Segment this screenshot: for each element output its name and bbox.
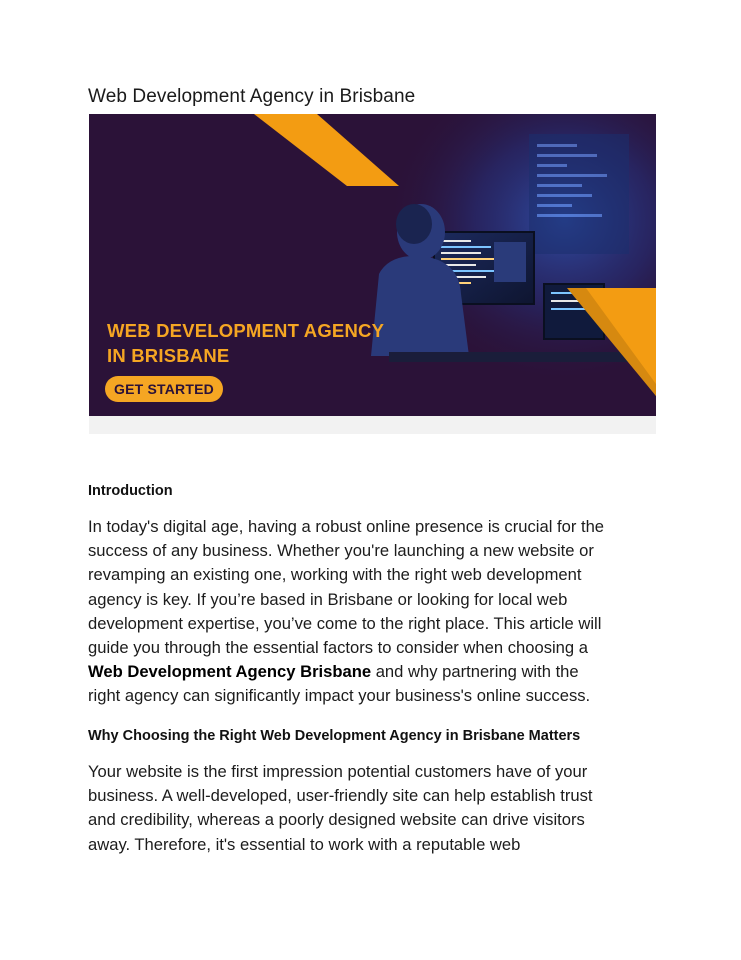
intro-paragraph: In today's digital age, having a robust online presence is crucial for the success of any business. Whether you're launching a new website or revamping an existing one, working with the right web development agency is key. If you’re based in Brisbane or looking for local web development expertise, you’ve come to the right place. This article will guide you through the essential factors to consider when choosing a Web Development Agency Brisbane and why partnering with the right agency can significantly impact your business's online success. bbox=[88, 517, 605, 706]
page-title: Web Development Agency in Brisbane bbox=[88, 86, 416, 107]
banner-caption-strip bbox=[89, 416, 656, 434]
hero-banner bbox=[89, 114, 656, 416]
get-started-button[interactable]: GET STARTED bbox=[105, 376, 223, 402]
banner-headline: WEB DEVELOPMENT AGENCY IN BRISBANE bbox=[107, 320, 385, 366]
code-panels bbox=[529, 134, 629, 254]
why-paragraph: Your website is the first impression potential customers have of your business. A well-developed, user-friendly site can help establish trust and credibility, whereas a poorly designed website can drive visitors away. Therefore, it's essential to work with a reputable web bbox=[88, 762, 593, 854]
intro-heading: Introduction bbox=[88, 483, 173, 499]
why-heading: Why Choosing the Right Web Development Agency in Brisbane Matters bbox=[88, 728, 581, 744]
bold-keyword: Web Development Agency Brisbane bbox=[88, 662, 372, 682]
banner-illustration bbox=[89, 114, 656, 416]
